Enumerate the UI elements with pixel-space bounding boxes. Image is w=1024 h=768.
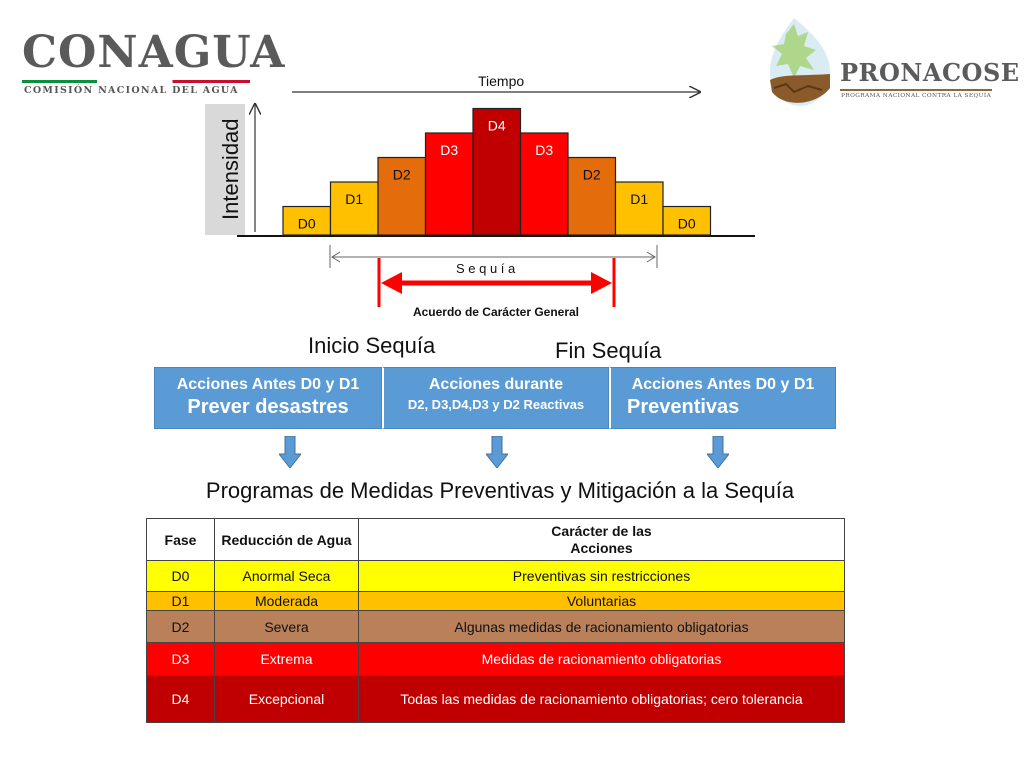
programs-title: Programas de Medidas Preventivas y Mitigación a la Sequía [205,478,795,503]
intensity-bar-label: D3 [535,142,554,158]
conagua-logo-subtitle: COMISIÓN NACIONAL DEL AGUA [24,85,239,96]
action-box-title: Acciones durante [428,376,564,393]
down-arrow-icon [279,436,301,468]
action-boxes [154,367,836,429]
table-header: Carácter de las Acciones [359,519,845,561]
table-cell: Algunas medidas de racionamiento obligatorias [359,611,845,643]
table-cell: Todas las medidas de racionamiento obligatorias; cero tolerancia [359,676,845,723]
action-box-before [154,367,382,429]
table-row [147,561,845,592]
table-cell: Anormal Seca [215,561,359,592]
action-box-title: Acciones Antes D0 y D1 [631,376,815,393]
intensity-bars [283,109,711,236]
table-cell: Severa [215,611,359,643]
drought-phase-table [146,518,845,723]
action-box-detail: Preventivas [627,396,740,418]
table-header: Fase [147,519,215,561]
action-box-title: Acciones Antes D0 y D1 [176,376,360,393]
table-cell: Medidas de racionamiento obligatorias [359,643,845,676]
table-cell: Extrema [215,643,359,676]
table-header: Reducción de Agua [215,519,359,561]
table-row [147,611,845,643]
down-arrow-icon [707,436,729,468]
down-arrow-icon [486,436,508,468]
time-label: Tiempo [478,73,525,89]
intensity-bar-label: D0 [677,215,696,232]
intensity-bar-label: D1 [630,191,649,207]
intensity-label: Intensidad [218,118,243,220]
table-cell: Voluntarias [359,592,845,611]
table-cell: D4 [147,676,215,723]
table-row [147,676,845,723]
intensity-bar-label: D1 [345,191,364,207]
table-row [147,592,845,611]
intensity-bar-label: D0 [297,215,316,232]
pronacose-logo-subtitle: PROGRAMA NACIONAL CONTRA LA SEQUÍA [841,93,992,99]
drought-end-label: Fin Sequía [555,338,662,363]
drought-start-label: Inicio Sequía [308,333,436,358]
table-cell: D0 [147,561,215,592]
table-row [147,643,845,676]
action-box-during [382,367,609,429]
table-cell: D2 [147,611,215,643]
table-cell: Excepcional [215,676,359,723]
agreement-arrow-right-head [591,272,612,294]
drought-label: S e q u í a [456,261,516,276]
table-cell: D3 [147,643,215,676]
table-cell: D1 [147,592,215,611]
intensity-bar-d1 [331,182,379,235]
agreement-label: Acuerdo de Carácter General [412,305,580,319]
drought-intensity-diagram [0,0,1024,330]
agreement-arrow-left-head [381,272,402,294]
conagua-logo-name: CONAGUA [22,27,286,78]
intensity-bar-label: D3 [440,142,459,158]
table-header-row [147,519,845,561]
intensity-bar-label: D4 [487,117,506,134]
intensity-bar-label: D2 [392,166,411,183]
action-box-detail: Prever desastres [187,396,349,418]
table-cell: Preventivas sin restricciones [359,561,845,592]
intensity-bar-d1 [616,182,664,235]
table-cell: Moderada [215,592,359,611]
action-box-detail: D2, D3,D4,D3 y D2 Reactivas [407,397,585,412]
pronacose-logo-name: PRONACOSE [840,58,1020,87]
intensity-bar-label: D2 [582,166,601,183]
action-box-after [609,367,836,429]
